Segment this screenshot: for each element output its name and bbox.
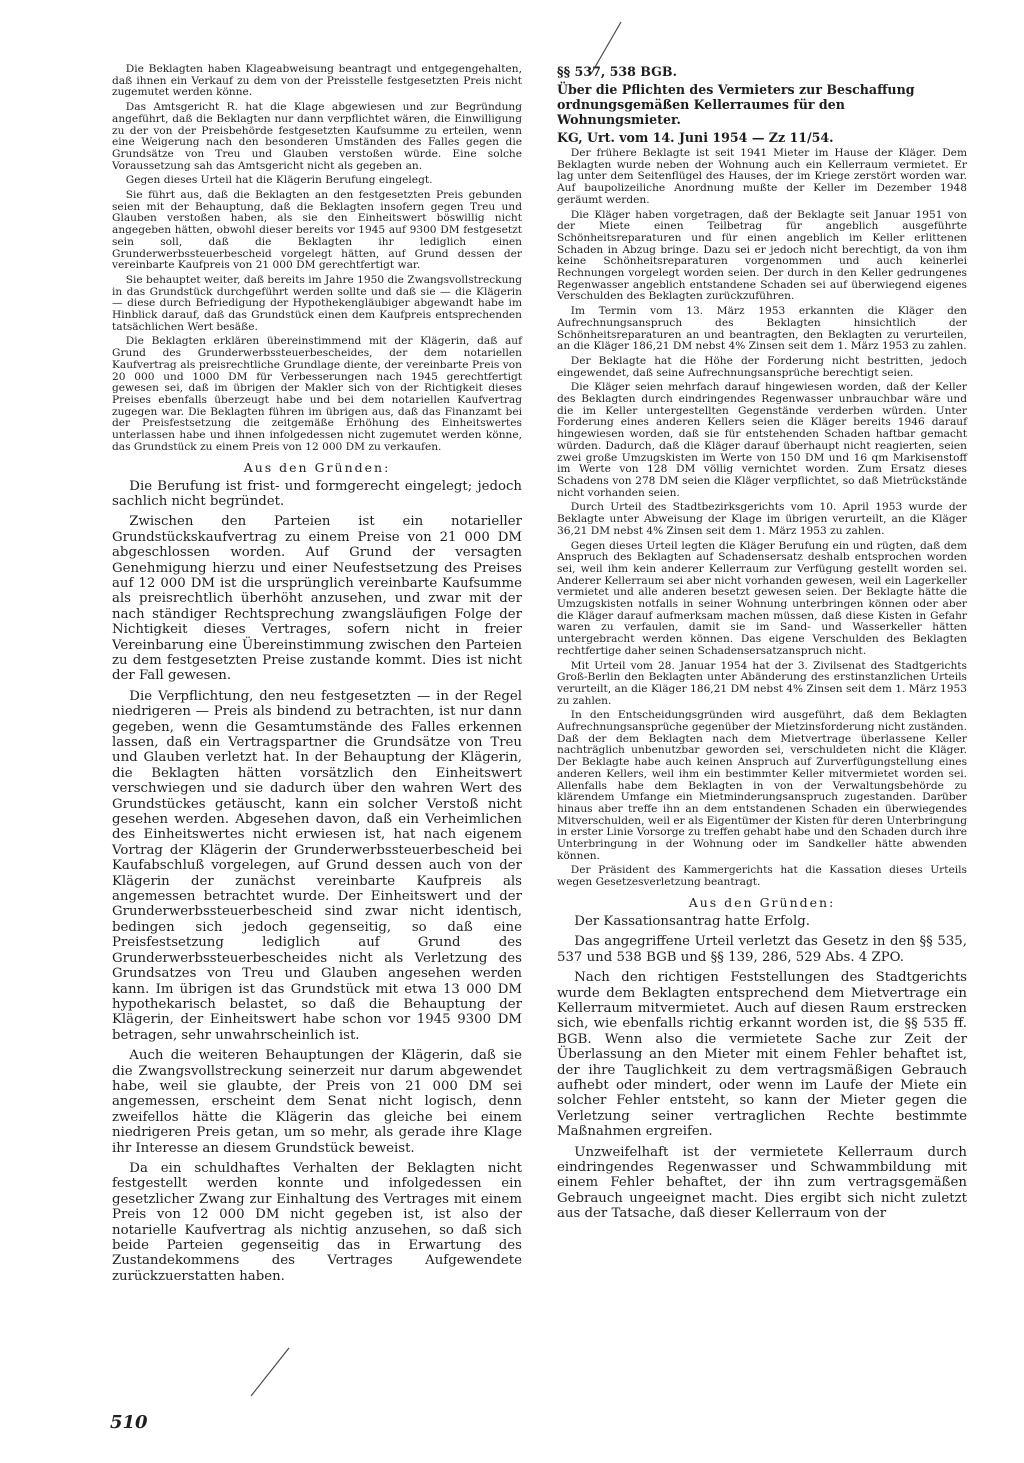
paragraph: Mit Urteil vom 28. Januar 1954 hat der 3. Zivilsenat des Stadtgerichts Groß-Berlin den Beklagten unter Abänderung des erstinstanzlichen Urteils verurteilt, an die Kläger 186,21 DM nebst 4% Zinsen seit dem 1. März 1953 zu zahlen.	[557, 659, 967, 707]
paragraph: Der Präsident des Kammergerichts hat die Kassation dieses Urteils wegen Gesetzesverletzung beantragt.	[557, 864, 967, 889]
paragraph: Gegen dieses Urteil hat die Klägerin Berufung eingelegt.	[125, 174, 433, 187]
paragraph: Auch die weiteren Behauptungen der Klägerin, daß sie die Zwangsvollstreckung seinerzeit nur darum abgewendet habe, weil sie glaubte, der Preis von 21 000 DM sei angemessen, erscheint dem Senat nicht logisch, denn zweifellos hätte die Klägerin das gleiche bei einem niedrigeren Preis getan, um so mehr, als gerade ihre Klage ihr Interesse an diesem Grundstück beweist.	[112, 1048, 522, 1156]
paragraph: Die Kläger haben vorgetragen, daß der Beklagte seit Januar 1951 von der Miete einen Teilbetrag für angeblich ausgeführte Schönheitsreparaturen und für einen angeblich im Keller erlittenen Schaden in Abzug bringe. Dazu sei er jedoch nicht berechtigt, da von ihm keine Schönheitsreparaturen vorgenommen und auch keinerlei Rechnungen vorgelegt worden seien. Der durch in den Keller gedrungenes Regenwasser angeblich entstandene Schaden sei auf überwiegend eigenes Verschulden des Beklagten zurückzuführen.	[557, 208, 967, 303]
paragraph: Gegen dieses Urteil legten die Kläger Berufung ein und rügten, daß dem Anspruch des Beklagten auf Schadensersatz deshalb entsprochen worden sei, weil ihm kein anderer Kellerraum zur Verfügung gestellt worden sei. Anderer Kellerraum sei aber nicht vorhanden gewesen, weil ein Lagerkeller vermietet und alle anderen besetzt gewesen seien. Der Beklagte hätte die Umzugskisten notfalls in seiner Wohnung unterbringen können oder aber die Kläger darauf aufmerksam machen müssen, daß diese Kisten in Gefahr waren zu verfaulen, damit sie im Sand- und Wasserkeller hätten untergebracht werden können. Das eigene Verschulden des Beklagten rechtfertige daher seinen Schadensersatzanspruch nicht.	[557, 539, 967, 657]
section-heading: Aus den Gründen:	[688, 894, 836, 910]
paragraph: Unzweifelhaft ist der vermietete Kellerraum durch eindringendes Regenwasser und Schwammbildung mit einem Fehler behaftet, der ihn zum vertragsgemäßen Gebrauch ungeeignet macht. Dies ergibt sich nicht zuletzt aus der Tatsache, daß dieser Kellerraum von der	[557, 1144, 967, 1222]
paragraph: Das Amtsgericht R. hat die Klage abgewiesen und zur Begründung angeführt, daß die Beklagten nur dann verpflichtet wären, die Einwilligung zu der von der Preisbehörde festgesetzten Kaufsumme zu erteilen, wenn eine Weigerung nach den besonderen Umständen des Falles gegen die Grundsätze von Treu und Glauben verstoßen würde. Eine solche Voraussetzung sah das Amtsgericht nicht als gegeben an.	[112, 101, 522, 172]
paragraph: Die Berufung ist frist- und formgerecht eingelegt; jedoch sachlich nicht begründet.	[112, 478, 522, 509]
paragraph: Sie führt aus, daß die Beklagten an den festgesetzten Preis gebunden seien mit der Behauptung, daß die Beklagten insofern gegen Treu und Glauben verstoßen haben, als sie den Einheitswert böswillig nicht angegeben hätten, obwohl dieser bereits vor 1945 auf 9300 DM festgesetzt sein soll, daß die Beklagten ihr lediglich einen Grunderwerbssteuerbescheid vorgelegt hätten, auf Grund dessen der vereinbarte Kaufpreis von 21 000 DM gerechtfertigt war.	[112, 189, 522, 272]
paragraph: Da ein schuldhaftes Verhalten der Beklagten nicht festgestellt werden konnte und infolgedessen ein gesetzlicher Zwang zur Einhaltung des Vertrages mit einem Preis von 12 000 DM nicht gegeben ist, ist also der notarielle Kaufvertrag als nichtig anzusehen, so daß sich beide Parteien gegenseitig das in Erwartung des Zustandekommens des Vertrages Aufgewendete zurückzuerstatten haben.	[112, 1160, 522, 1284]
right-facts	[557, 148, 967, 889]
paragraph: Durch Urteil des Stadtbezirksgerichts vom 10. April 1953 wurde der Beklagte unter Abweisung der Klage im übrigen verurteilt, an die Kläger 36,21 DM nebst 4% Zinsen seit dem 1. März 1953 zu zahlen.	[557, 501, 967, 537]
paragraph: Im Termin vom 13. März 1953 erkannten die Kläger den Aufrechnungsanspruch des Beklagten hinsichtlich der Schönheitsreparaturen an und beantragten, den Beklagten zu verurteilen, an die Kläger 186,21 DM nebst 4% Zinsen seit dem 1. März 1953 zu zahlen.	[557, 305, 967, 353]
statute-heading: §§ 537, 538 BGB.	[557, 64, 677, 79]
left-column	[112, 64, 522, 1289]
section-heading: Aus den Gründen:	[243, 459, 391, 475]
right-reasons	[557, 914, 967, 1222]
paragraph: Der frühere Beklagte ist seit 1941 Mieter im Hause der Kläger. Dem Beklagten wurde neben der Wohnung auch ein Kellerraum vermietet. Er lag unter dem Seitenflügel des Hauses, der im Kriege zerstört worden war. Auf baupolizeiliche Anordnung mußte der Keller im Dezember 1948 geräumt werden.	[557, 147, 967, 206]
paragraph: Zwischen den Parteien ist ein notarieller Grundstückskaufvertrag zu einem Preise von 21 000 DM abgeschlossen worden. Auf Grund der versagten Genehmigung hierzu und einer Neufestsetzung des Preises auf 12 000 DM ist die ursprünglich vereinbarte Kaufsumme als preisrechtlich überhöht anzusehen, und zwar mit der nach ständiger Rechtsprechung zwangsläufigen Folge der Nichtigkeit dieses Vertrages, sofern nicht in freier Vereinbarung eine Übereinstimmung zwischen den Parteien zu dem festgesetzten Preise zustande kommt. Dies ist nicht der Fall gewesen.	[112, 514, 522, 684]
left-intro	[112, 64, 522, 454]
paragraph: In den Entscheidungsgründen wird ausgeführt, daß dem Beklagten Aufrechnungsansprüche gegenüber der Mietzinsforderung nicht zuständen. Daß der dem Beklagten nach dem Mietvertrage überlassene Keller nachträglich unbenutzbar geworden sei, verschuldeten nicht die Kläger. Der Beklagte habe auch keinen Anspruch auf Zurverfügungstellung eines anderen Kellers, weil ihm ein bestimmter Keller mitvermietet worden sei. Allenfalls habe dem Beklagten in von der Verwaltungsbehörde zu klärendem Umfange ein Mietminderungsanspruch zugestanden. Darüber hinaus aber treffe ihn an dem entstandenen Schaden ein überwiegendes Mitverschulden, weil er als Eigentümer der Kisten für deren Unterbringung in erster Linie Vorsorge zu treffen gehabt habe und den Schaden durch ihre Unterbringung in der Wohnung oder im Sandkeller hätte abwenden können.	[557, 709, 967, 862]
paragraph: Sie behauptet weiter, daß bereits im Jahre 1950 die Zwangsvollstreckung in das Grundstück durchgeführt werden sollte und daß sie — die Klägerin — diese durch Befriedigung der Hypothekengläubiger abgewandt habe im Hinblick darauf, daß das Grundstück einen dem Kaufpreis entsprechenden tatsächlichen Wert besäße.	[112, 273, 523, 333]
paragraph: Die Beklagten haben Klageabweisung beantragt und entgegengehalten, daß ihnen ein Verkauf zu dem von der Preisstelle festgesetzten Preis nicht zugemutet werden könne.	[112, 63, 522, 99]
left-reasons	[112, 479, 522, 1285]
citation-heading: KG, Urt. vom 14. Juni 1954 — Zz 11/54.	[557, 130, 834, 145]
right-column	[557, 64, 967, 1227]
pencil-mark-bottom	[245, 1342, 295, 1402]
paragraph: Das angegriffene Urteil verletzt das Gesetz in den §§ 535, 537 und 538 BGB und §§ 139, 286, 529 Abs. 4 ZPO.	[557, 934, 967, 965]
topic-heading: Über die Pflichten des Vermieters zur Beschaffung ordnungsgemäßen Kellerraumes für den Wohnungsmieter.	[557, 82, 915, 127]
paragraph: Der Beklagte hat die Höhe der Forderung nicht bestritten, jedoch eingewendet, daß seine Aufrechnungsansprüche berechtigt seien.	[557, 354, 967, 379]
paragraph: Die Beklagten erklären übereinstimmend mit der Klägerin, daß auf Grund des Grunderwerbssteuerbescheides, der dem notariellen Kaufvertrag als preisrechtliche Grundlage diente, der vereinbarte Preis von 20 000 und 1000 DM für Verbesserungen nach 1945 gerechtfertigt gewesen sei, daß im übrigen der Makler sich von der Richtigkeit dieses Preises ebenfalls überzeugt habe und bei dem notariellen Kaufvertrag zugegen war. Die Beklagten führen im übrigen aus, daß das Finanzamt bei der Preisfestsetzung die zeitgemäße Erhöhung des Einheitswertes unterlassen habe und ihnen infolgedessen nicht zugemutet werden könne, das Grundstück zu einem Preis von 12 000 DM zu verkaufen.	[112, 335, 522, 453]
paragraph: Nach den richtigen Feststellungen des Stadtgerichts wurde dem Beklagten entsprechend dem Mietvertrage ein Kellerraum mitvermietet. Auch auf diesen Raum erstrecken sich, wie ebenfalls richtig erkannt worden ist, die §§ 535 ff. BGB. Wenn also die vermietete Sache zur Zeit der Überlassung an den Mieter mit einem Fehler behaftet ist, der ihre Tauglichkeit zu dem vertragsmäßigen Gebrauch aufhebt oder mindert, oder wenn im Laufe der Miete ein solcher Fehler entsteht, so kann der Mieter gegen die Verletzung seiner vertraglichen Rechte bestimmte Maßnahmen ergreifen.	[557, 970, 967, 1140]
paragraph: Die Verpflichtung, den neu festgesetzten — in der Regel niedrigeren — Preis als bindend zu betrachten, ist nur dann gegeben, wenn die Gesamtumstände des Falles erkennen lassen, daß ein Vertragspartner die Grundsätze von Treu und Glauben verletzt hat. In der Behauptung der Klägerin, die Beklagten hätten vorsätzlich den Einheitswert verschwiegen und sie dadurch über den wahren Wert des Grundstückes getäuscht, kann ein solcher Verstoß nicht gesehen werden. Abgesehen davon, daß ein Verheimlichen des Einheitswertes nicht erwiesen ist, hat nach eigenem Vortrag der Klägerin der Grunderwerbssteuerbescheid bei Kaufabschluß vorgelegen, auf Grund dessen auch von der Klägerin der zunächst vereinbarte Kaufpreis als angemessen betrachtet wurde. Der Einheitswert und der Grunderwerbssteuerbescheid sind zwar nicht identisch, bedingen sich jedoch gegenseitig, so daß eine Preisfestsetzung lediglich auf Grund des Grunderwerbssteuerbescheides nicht als Verletzung des Grundsatzes von Treu und Glauben angesehen werden kann. Im übrigen ist das Grundstück mit etwa 13 000 DM hypothekarisch belastet, so daß die Behauptung der Klägerin, der Einheitswert habe schon vor 1945 9300 DM betragen, sehr unwahrscheinlich ist.	[112, 688, 522, 1043]
page-number: 510	[110, 1412, 148, 1433]
paragraph: Der Kassationsantrag hatte Erfolg.	[574, 913, 810, 929]
paragraph: Die Kläger seien mehrfach darauf hingewiesen worden, daß der Keller des Beklagten durch eindringendes Regenwasser unbrauchbar wäre und die im Keller untergestellten Gegenstände verderben würden. Unter Forderung eines anderen Kellers seien die Kläger bereits 1946 darauf hingewiesen worden, daß sie für entstehenden Schaden haftbar gemacht würden. Dadurch, daß die Kläger darauf überhaupt nicht reagierten, seien zwei große Umzugskisten im Werte von 150 DM und 16 qm Markisenstoff im Werte von 128 DM völlig vernichtet worden. Zum Ersatz dieses Schadens von 278 DM seien die Kläger verpflichtet, so daß Mietrückstände nicht vorhanden seien.	[557, 381, 967, 499]
